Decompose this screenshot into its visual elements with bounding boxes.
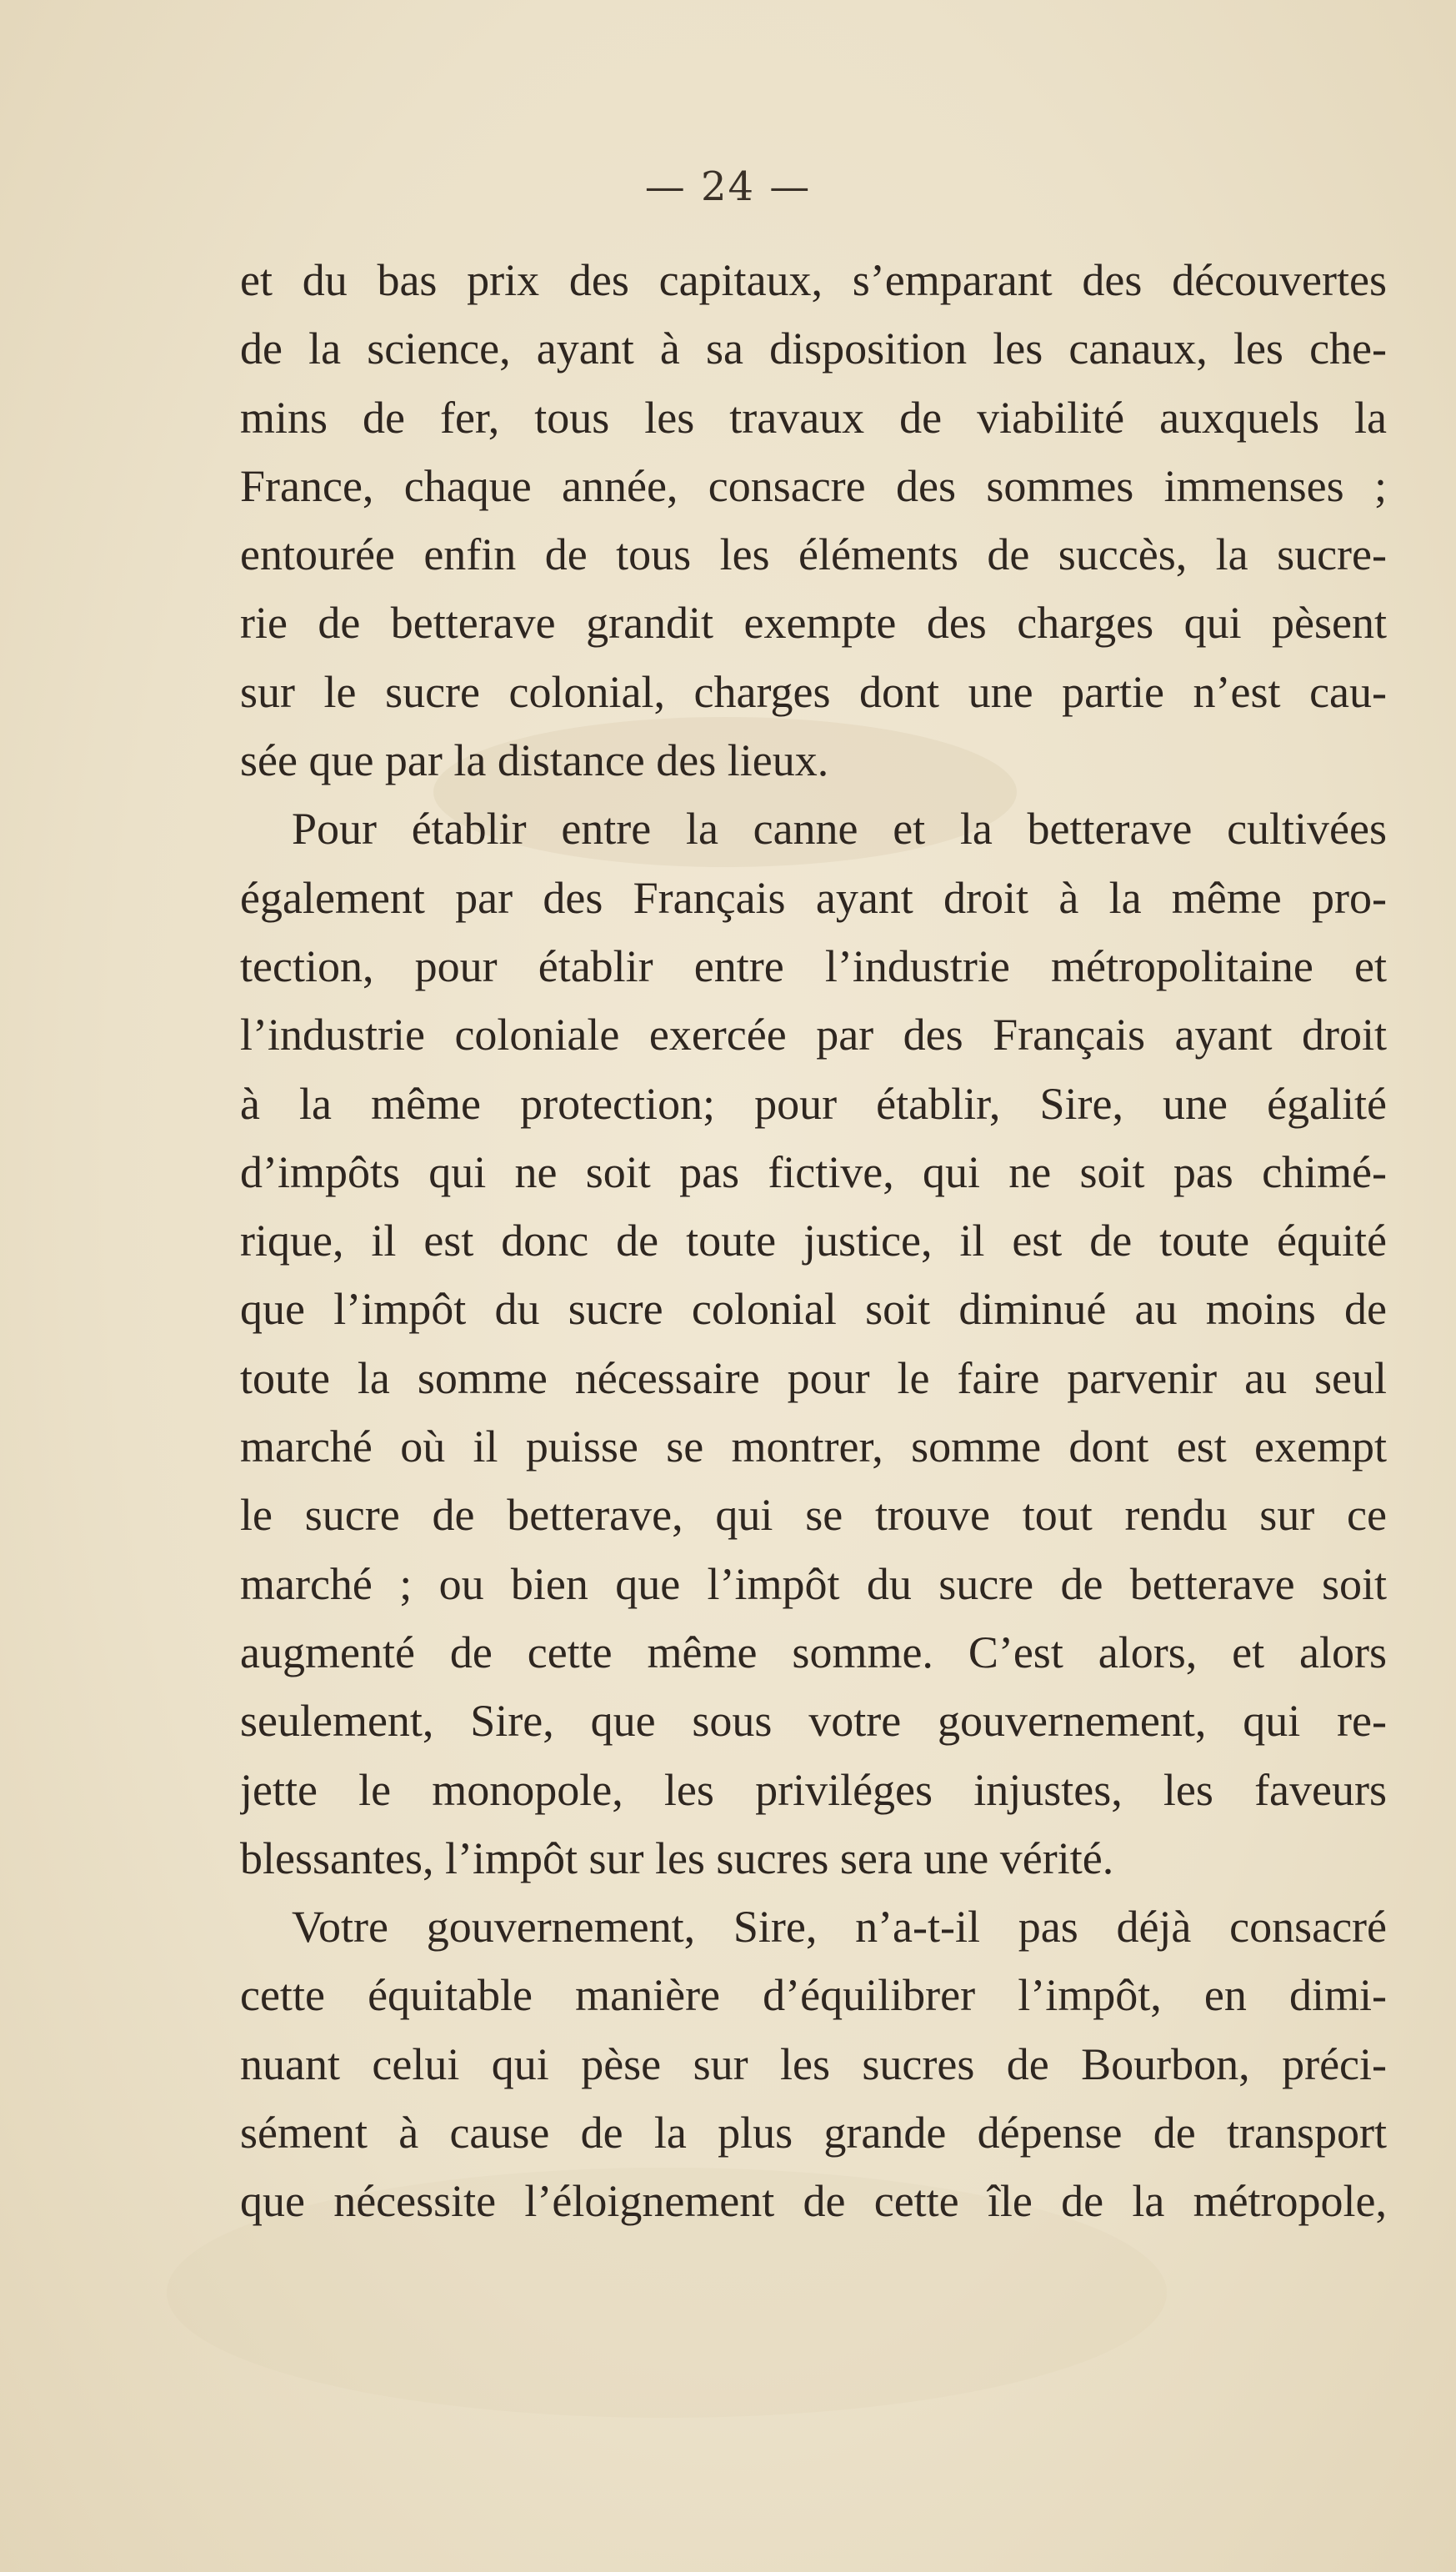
text-line: augmenté de cette même somme. C’est alors, et alors xyxy=(240,1627,1387,1677)
text-line: blessantes, l’impôt sur les sucres sera une vérité. xyxy=(240,1832,1114,1883)
text-line: entourée enfin de tous les éléments de succès, la sucre- xyxy=(240,529,1387,580)
text-line: Pour établir entre la canne et la betterave cultivées xyxy=(292,804,1387,855)
text-line: rique, il est donc de toute justice, il est de toute équité xyxy=(240,1216,1387,1266)
text-line: rie de betterave grandit exempte des charges qui pèsent xyxy=(240,598,1387,649)
text-line: marché ; ou bien que l’impôt du sucre de betterave soit xyxy=(240,1558,1387,1609)
text-line: de la science, ayant à sa disposition les canaux, les che- xyxy=(240,323,1387,374)
text-line: également par des Français ayant droit à la même pro- xyxy=(240,872,1387,923)
text-line: France, chaque année, consacre des sommes immenses ; xyxy=(240,460,1387,511)
text-line: sée que par la distance des lieux. xyxy=(240,735,829,786)
page-number: — 24 — xyxy=(644,163,812,210)
text-line: sément à cause de la plus grande dépense de transport xyxy=(240,2108,1387,2158)
body-text xyxy=(240,246,1387,2236)
text-line: seulement, Sire, que sous votre gouvernement, qui re- xyxy=(240,1696,1387,1747)
text-line: cette équitable manière d’équilibrer l’impôt, en dimi- xyxy=(240,1970,1387,2021)
text-line: d’impôts qui ne soit pas fictive, qui ne soit pas chimé- xyxy=(240,1146,1387,1197)
text-line: jette le monopole, les priviléges injustes, les faveurs xyxy=(240,1764,1387,1815)
text-line: nuant celui qui pèse sur les sucres de Bourbon, préci- xyxy=(240,2038,1387,2089)
text-line: que nécessite l’éloignement de cette île de la métropole, xyxy=(240,2176,1387,2227)
text-line: à la même protection; pour établir, Sire, une égalité xyxy=(240,1078,1387,1129)
text-line: toute la somme nécessaire pour le faire parvenir au seul xyxy=(240,1352,1387,1403)
text-line: marché où il puisse se montrer, somme dont est exempt xyxy=(240,1421,1387,1472)
text-line: et du bas prix des capitaux, s’emparant des découvertes xyxy=(240,255,1387,305)
text-line: sur le sucre colonial, charges dont une partie n’est cau- xyxy=(240,666,1387,717)
text-line: mins de fer, tous les travaux de viabilité auxquels la xyxy=(240,392,1387,443)
text-line: Votre gouvernement, Sire, n’a-t-il pas déjà consacré xyxy=(292,1902,1387,1953)
text-line: que l’impôt du sucre colonial soit diminué au moins de xyxy=(240,1284,1387,1335)
text-line: l’industrie coloniale exercée par des Français ayant droit xyxy=(240,1010,1387,1060)
text-line: le sucre de betterave, qui se trouve tout rendu sur ce xyxy=(240,1490,1387,1541)
text-line: tection, pour établir entre l’industrie métropolitaine et xyxy=(240,940,1387,991)
